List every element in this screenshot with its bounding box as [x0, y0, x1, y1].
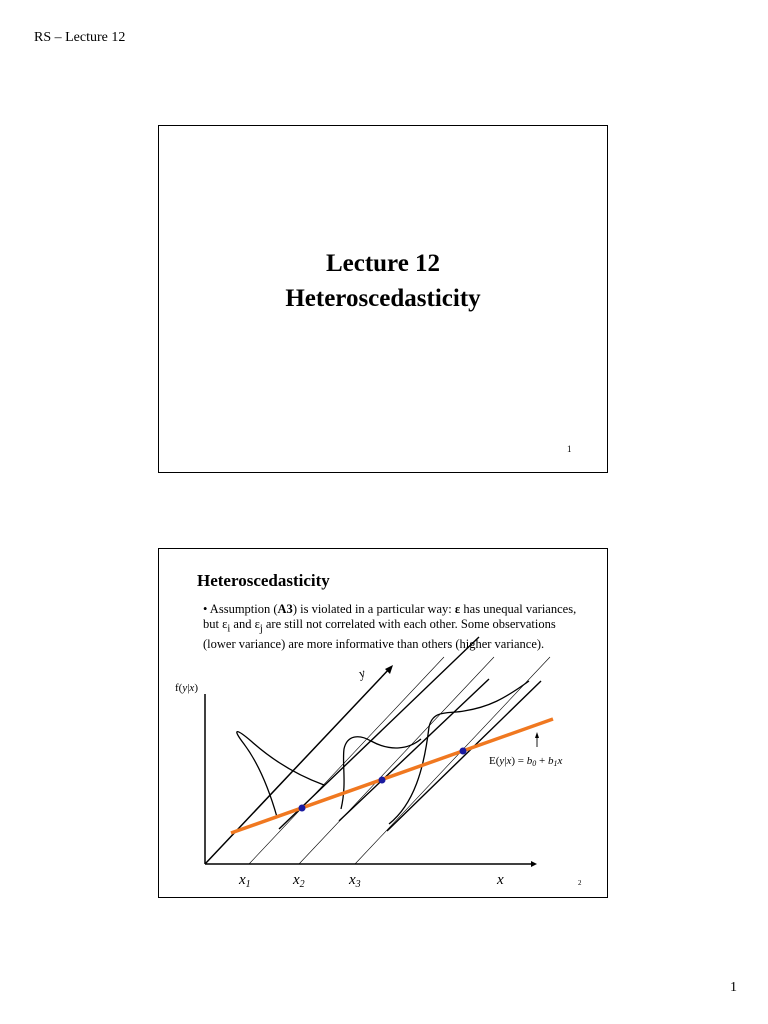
- guide-line-x1: [249, 657, 444, 864]
- x3-label: $x_3$: [349, 872, 361, 890]
- mean-point-x1: [299, 805, 306, 812]
- page-number: 1: [730, 980, 737, 995]
- slide-1: [158, 125, 608, 473]
- density-base-1: [279, 637, 479, 829]
- title-line-1: Lecture 12: [325, 250, 441, 277]
- bullet-text-2: ) is violated in a particular way:: [292, 602, 455, 616]
- subscript-i: i: [227, 623, 231, 634]
- x-axis-arrowhead: [531, 861, 537, 867]
- subscript-j: j: [259, 623, 263, 634]
- regression-equation: E(y|x) = b0 + b1x: [489, 755, 563, 768]
- slide-2-number: 2: [578, 879, 582, 887]
- x2-label: $x_2$: [293, 872, 305, 890]
- regression-line: [231, 719, 553, 833]
- bullet-text-4: and ε: [230, 616, 260, 631]
- bullet-text-1: • Assumption (: [203, 602, 278, 616]
- epsilon-symbol: ε: [454, 602, 461, 616]
- depth-axis: [205, 664, 391, 864]
- pointer-arrowhead: [535, 732, 539, 738]
- bullet-text-5: are still not correlated with each other. Some observations (lower variance) are more informative than others (higher variance).: [203, 616, 556, 651]
- depth-axis-label: y: [356, 664, 368, 681]
- slide-2-title: Heteroscedasticity: [197, 571, 330, 590]
- slide-2: [158, 548, 608, 898]
- heteroscedasticity-diagram: [159, 549, 607, 897]
- assumption-label: A3: [277, 602, 293, 616]
- guide-line-x2: [299, 657, 494, 864]
- page-header: RS – Lecture 12: [34, 30, 126, 45]
- slide-1-number: 1: [567, 444, 572, 454]
- x1-label: $x_1$: [239, 872, 251, 890]
- mean-point-x2: [379, 777, 386, 784]
- bullet-text-3: has unequal variances, but ε: [203, 602, 577, 631]
- title-line-2: Heteroscedasticity: [285, 285, 481, 312]
- mean-point-x3: [460, 748, 467, 755]
- x-axis-label: x: [497, 872, 504, 888]
- slide-1-title: [159, 246, 607, 316]
- y-axis-label: f(y|x): [175, 682, 198, 694]
